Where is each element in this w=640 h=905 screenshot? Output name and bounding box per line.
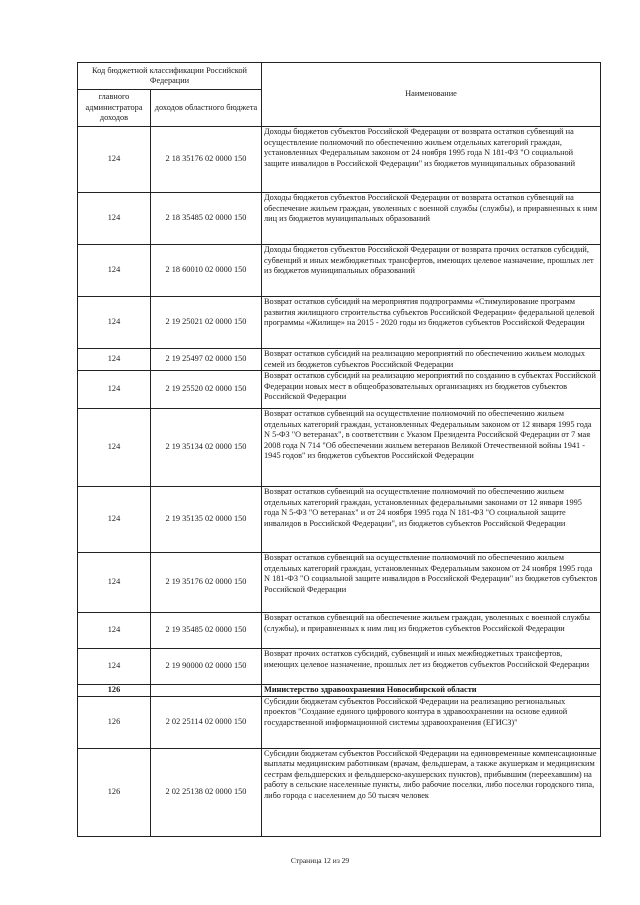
name-cell: Возврат остатков субвенций на осуществление полномочий по обеспечению жильем отдельных категорий граждан, установленных Федеральным законом от 24 ноября 1995 года N 181-ФЗ "О социальной защите инвалидов в Российской Федерации" из бюджетов субъектов Российской Федерации [262,553,601,613]
budget-classification-table [77,62,601,837]
table-row [78,487,601,553]
section-row [78,685,601,697]
name-cell: Субсидии бюджетам субъектов Российской Федерации на единовременные компенсационные выплаты медицинским работникам (врачам, фельдшерам, а также акушеркам и медицинским сестрам фельдшерских и фельдшерско-акушерских пунктов), прибывшим (переехавшим) на работу в сельские населенные пункты, либо рабочие поселки, либо поселки городского типа, либо города с населением до 50 тысяч человек [262,748,601,836]
name-cell: Возврат остатков субвенций на осуществление полномочий по обеспечению жильем отдельных категорий граждан, установленных федеральными законами от 12 января 1995 года N 5-ФЗ "О ветеранах" и от 24 ноября 1995 года N 181-ФЗ "О социальной защите инвалидов в Российской Федерации", из бюджетов субъектов Российской Федерации [262,487,601,553]
name-cell: Возврат остатков субсидий на реализацию мероприятий по созданию в субъектах Российской Федерации новых мест в общеобразовательных организациях из бюджетов субъектов Российской Федерации [262,371,601,409]
income-code-cell: 2 19 25497 02 0000 150 [151,349,262,371]
name-cell: Возврат остатков субсидий на мероприятия подпрограммы «Стимулирование программ развития жилищного строительства субъектов Российской Федерации» федеральной целевой программы «Жилище» на 2015 - 2020 годы из бюджетов субъектов Российской Федерации [262,297,601,349]
admin-code-cell: 124 [78,193,151,245]
income-code-cell: 2 18 60010 02 0000 150 [151,245,262,297]
admin-code-cell: 124 [78,297,151,349]
admin-code-cell: 124 [78,371,151,409]
document-page [77,62,600,837]
table-body [78,127,601,837]
income-code-cell: 2 02 25138 02 0000 150 [151,748,262,836]
page-footer: Страница 12 из 29 [290,856,350,865]
income-code-cell: 2 18 35485 02 0000 150 [151,193,262,245]
table-row [78,127,601,193]
name-cell: Доходы бюджетов субъектов Российской Федерации от возврата остатков субвенций на осуществление полномочий по обеспечению жильем отдельных категорий граждан, установленных Федеральным законом от 24 ноября 1995 года N 181-ФЗ "О социальной защите инвалидов в Российской Федерации" из бюджетов муниципальных образований [262,127,601,193]
name-cell: Возврат остатков субсидий на реализацию мероприятий по обеспечению жильем молодых семей из бюджетов субъектов Российской Федерации [262,349,601,371]
income-code-cell: 2 19 35485 02 0000 150 [151,613,262,649]
name-cell: Возврат остатков субвенций на обеспечение жильем граждан, уволенных с военной службы (службы), и приравненных к ним лиц из бюджетов субъектов Российской Федерации [262,613,601,649]
table-row [78,297,601,349]
income-code-cell: 2 18 35176 02 0000 150 [151,127,262,193]
header-income: доходов областного бюджета [151,90,262,127]
header-name: Наименование [262,63,601,127]
name-cell: Доходы бюджетов субъектов Российской Федерации от возврата остатков субвенций на обеспечение жильем граждан, уволенных с военной службы (службы), и приравненных к ним лиц из бюджетов муниципальных образований [262,193,601,245]
table-row [78,748,601,836]
header-admin: главного администратора доходов [78,90,151,127]
table-row [78,409,601,487]
table-row [78,371,601,409]
name-cell: Министерство здравоохранения Новосибирской области [262,685,601,697]
income-code-cell: 2 02 25114 02 0000 150 [151,696,262,748]
admin-code-cell: 126 [78,696,151,748]
table-row [78,245,601,297]
table-row [78,649,601,685]
admin-code-cell: 124 [78,409,151,487]
table-row [78,553,601,613]
admin-code-cell: 124 [78,127,151,193]
admin-code-cell: 124 [78,487,151,553]
income-code-cell: 2 19 25021 02 0000 150 [151,297,262,349]
income-code-cell: 2 19 25520 02 0000 150 [151,371,262,409]
admin-code-cell: 124 [78,553,151,613]
admin-code-cell: 124 [78,649,151,685]
income-code-cell: 2 19 35134 02 0000 150 [151,409,262,487]
admin-code-cell: 126 [78,685,151,697]
name-cell: Доходы бюджетов субъектов Российской Федерации от возврата прочих остатков субсидий, субвенций и иных межбюджетных трансфертов, имеющих целевое назначение, прошлых лет из бюджетов муниципальных образований [262,245,601,297]
name-cell: Субсидии бюджетам субъектов Российской Федерации на реализацию региональных проектов "Создание единого цифрового контура в здравоохранении на основе единой государственной информационной системы здравоохранения (ЕГИСЗ)" [262,696,601,748]
name-cell: Возврат прочих остатков субсидий, субвенций и иных межбюджетных трансфертов, имеющих целевое назначение, прошлых лет из бюджетов субъектов Российской Федерации [262,649,601,685]
table-row [78,349,601,371]
table-row [78,193,601,245]
table-row [78,613,601,649]
income-code-cell [151,685,262,697]
income-code-cell: 2 19 35135 02 0000 150 [151,487,262,553]
income-code-cell: 2 19 35176 02 0000 150 [151,553,262,613]
income-code-cell: 2 19 90000 02 0000 150 [151,649,262,685]
header-kbk: Код бюджетной классификации Российской Федерации [78,63,262,90]
name-cell: Возврат остатков субвенций на осуществление полномочий по обеспечению жильем отдельных категорий граждан, установленных Федеральным законом от 12 января 1995 года N 5-ФЗ "О ветеранах", в соответствии с Указом Президента Российской Федерации от 7 мая 2008 года N 714 "Об обеспечении жильем ветеранов Великой Отечественной войны 1941 - 1945 годов" из бюджетов субъектов Российской Федерации [262,409,601,487]
admin-code-cell: 124 [78,613,151,649]
admin-code-cell: 124 [78,245,151,297]
table-row [78,696,601,748]
admin-code-cell: 124 [78,349,151,371]
admin-code-cell: 126 [78,748,151,836]
